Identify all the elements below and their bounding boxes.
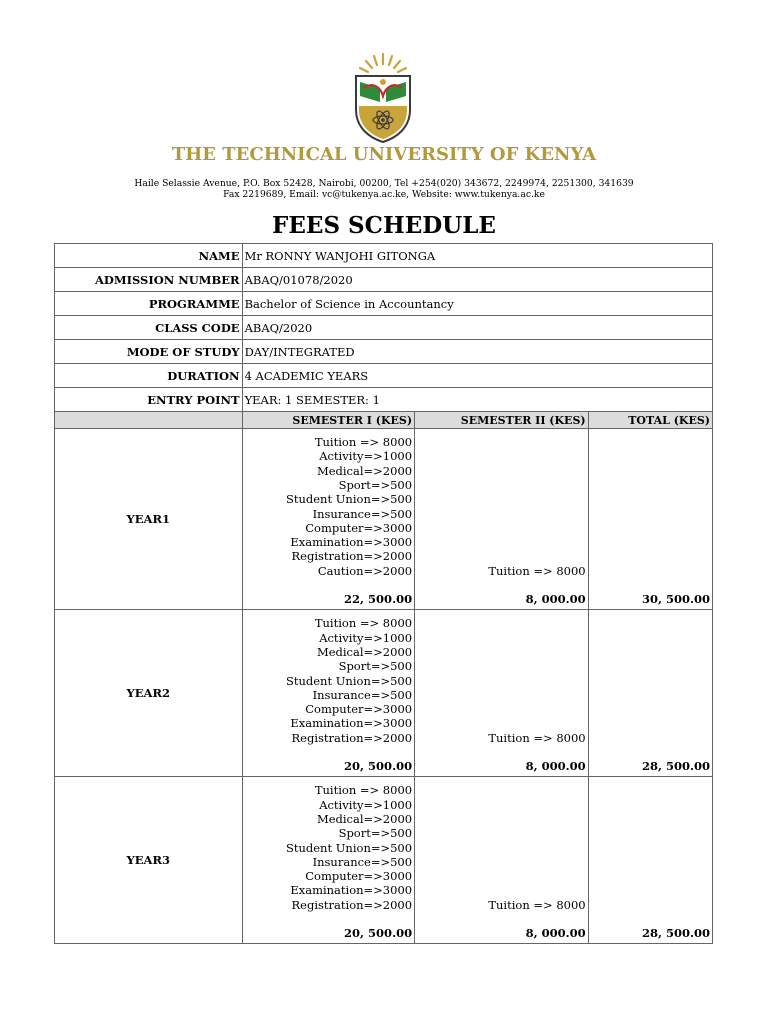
fee-item: Tuition => 8000 [314,783,413,798]
fee-item: Student Union=>500 [285,673,413,688]
info-label: MODE OF STUDY [55,340,243,364]
fee-item: Tuition => 8000 [314,435,413,450]
info-value: Mr RONNY WANJOHI GITONGA [242,244,712,268]
address-line-1: Haile Selassie Avenue, P.O. Box 52428, Nairobi, 00200, Tel +254(020) 343672, 2249974, 2251300, 341639 [134,178,634,189]
column-header-semester-2: SEMESTER II (KES) [415,412,589,429]
year-label: YEAR3 [55,777,243,944]
info-row-entry-point [55,388,713,412]
university-address [0,178,768,200]
info-label: DURATION [55,364,243,388]
fee-item: Tuition => 8000 [314,616,413,631]
year-total: 28, 500.00 [641,926,710,940]
fee-item: Sport=>500 [338,477,413,492]
year-label: YEAR1 [55,429,243,610]
fee-item: Medical=>2000 [316,644,413,659]
fee-item: Tuition => 8000 [488,563,586,578]
fee-item: Registration=>2000 [291,549,413,564]
fee-item: Computer=>3000 [305,702,413,717]
info-label: PROGRAMME [55,292,243,316]
semester-2-total: 8, 000.00 [525,926,586,940]
year-row-1 [55,429,713,610]
info-row-class-code [55,316,713,340]
column-header-total: TOTAL (KES) [588,412,712,429]
header-blank-cell [55,412,243,429]
info-row-mode-of-study [55,340,713,364]
info-row-programme [55,292,713,316]
fee-item: Tuition => 8000 [488,897,586,912]
fee-item: Registration=>2000 [291,897,413,912]
fee-item: Insurance=>500 [312,687,413,702]
fee-item: Medical=>2000 [316,811,413,826]
fee-item: Medical=>2000 [316,463,413,478]
year-row-3 [55,777,713,944]
info-label: ENTRY POINT [55,388,243,412]
fee-item: Student Union=>500 [285,840,413,855]
fees-header-row [55,412,713,429]
info-value: 4 ACADEMIC YEARS [242,364,712,388]
info-value: DAY/INTEGRATED [242,340,712,364]
info-row-duration [55,364,713,388]
info-row-name [55,244,713,268]
semester-1-total: 22, 500.00 [344,592,413,606]
fee-item: Sport=>500 [338,659,413,674]
fee-item: Examination=>3000 [290,716,413,731]
semester-1-total: 20, 500.00 [344,926,413,940]
fee-item: Sport=>500 [338,826,413,841]
university-name: THE TECHNICAL UNIVERSITY OF KENYA [171,144,597,165]
semester-1-total: 20, 500.00 [344,759,413,773]
semester-2-cell [415,777,589,944]
fee-item: Insurance=>500 [312,854,413,869]
semester-2-total: 8, 000.00 [525,759,586,773]
info-row-admission-number [55,268,713,292]
fee-item: Activity=>1000 [319,449,413,464]
fee-item: Activity=>1000 [319,797,413,812]
column-header-semester-1: SEMESTER I (KES) [242,412,415,429]
fee-item: Student Union=>500 [285,492,413,507]
year-total-cell [588,610,712,777]
fees-schedule-table [54,243,713,944]
tuk-crest-icon [350,52,416,144]
fee-item: Computer=>3000 [305,520,413,535]
fee-item: Registration=>2000 [291,730,413,745]
year-total: 28, 500.00 [641,759,710,773]
year-total: 30, 500.00 [641,592,710,606]
fee-item: Examination=>3000 [290,883,413,898]
semester-2-cell [415,429,589,610]
info-value: ABAQ/2020 [242,316,712,340]
semester-2-cell [415,610,589,777]
info-label: CLASS CODE [55,316,243,340]
info-label: NAME [55,244,243,268]
fee-item: Tuition => 8000 [488,730,586,745]
info-value: ABAQ/01078/2020 [242,268,712,292]
year-total-cell [588,429,712,610]
fee-item: Examination=>3000 [290,535,413,550]
document-title: FEES SCHEDULE [272,212,496,239]
semester-1-cell [242,429,415,610]
info-value: YEAR: 1 SEMESTER: 1 [242,388,712,412]
semester-2-total: 8, 000.00 [525,592,586,606]
year-label: YEAR2 [55,610,243,777]
fee-item: Caution=>2000 [317,563,413,578]
year-total-cell [588,777,712,944]
info-value: Bachelor of Science in Accountancy [242,292,712,316]
fee-item: Computer=>3000 [305,869,413,884]
semester-1-cell [242,777,415,944]
semester-1-cell [242,610,415,777]
fee-item: Insurance=>500 [312,506,413,521]
address-line-2: Fax 2219689, Email: vc@tukenya.ac.ke, Website: www.tukenya.ac.ke [223,189,545,200]
info-label: ADMISSION NUMBER [55,268,243,292]
year-row-2 [55,610,713,777]
fee-item: Activity=>1000 [319,630,413,645]
